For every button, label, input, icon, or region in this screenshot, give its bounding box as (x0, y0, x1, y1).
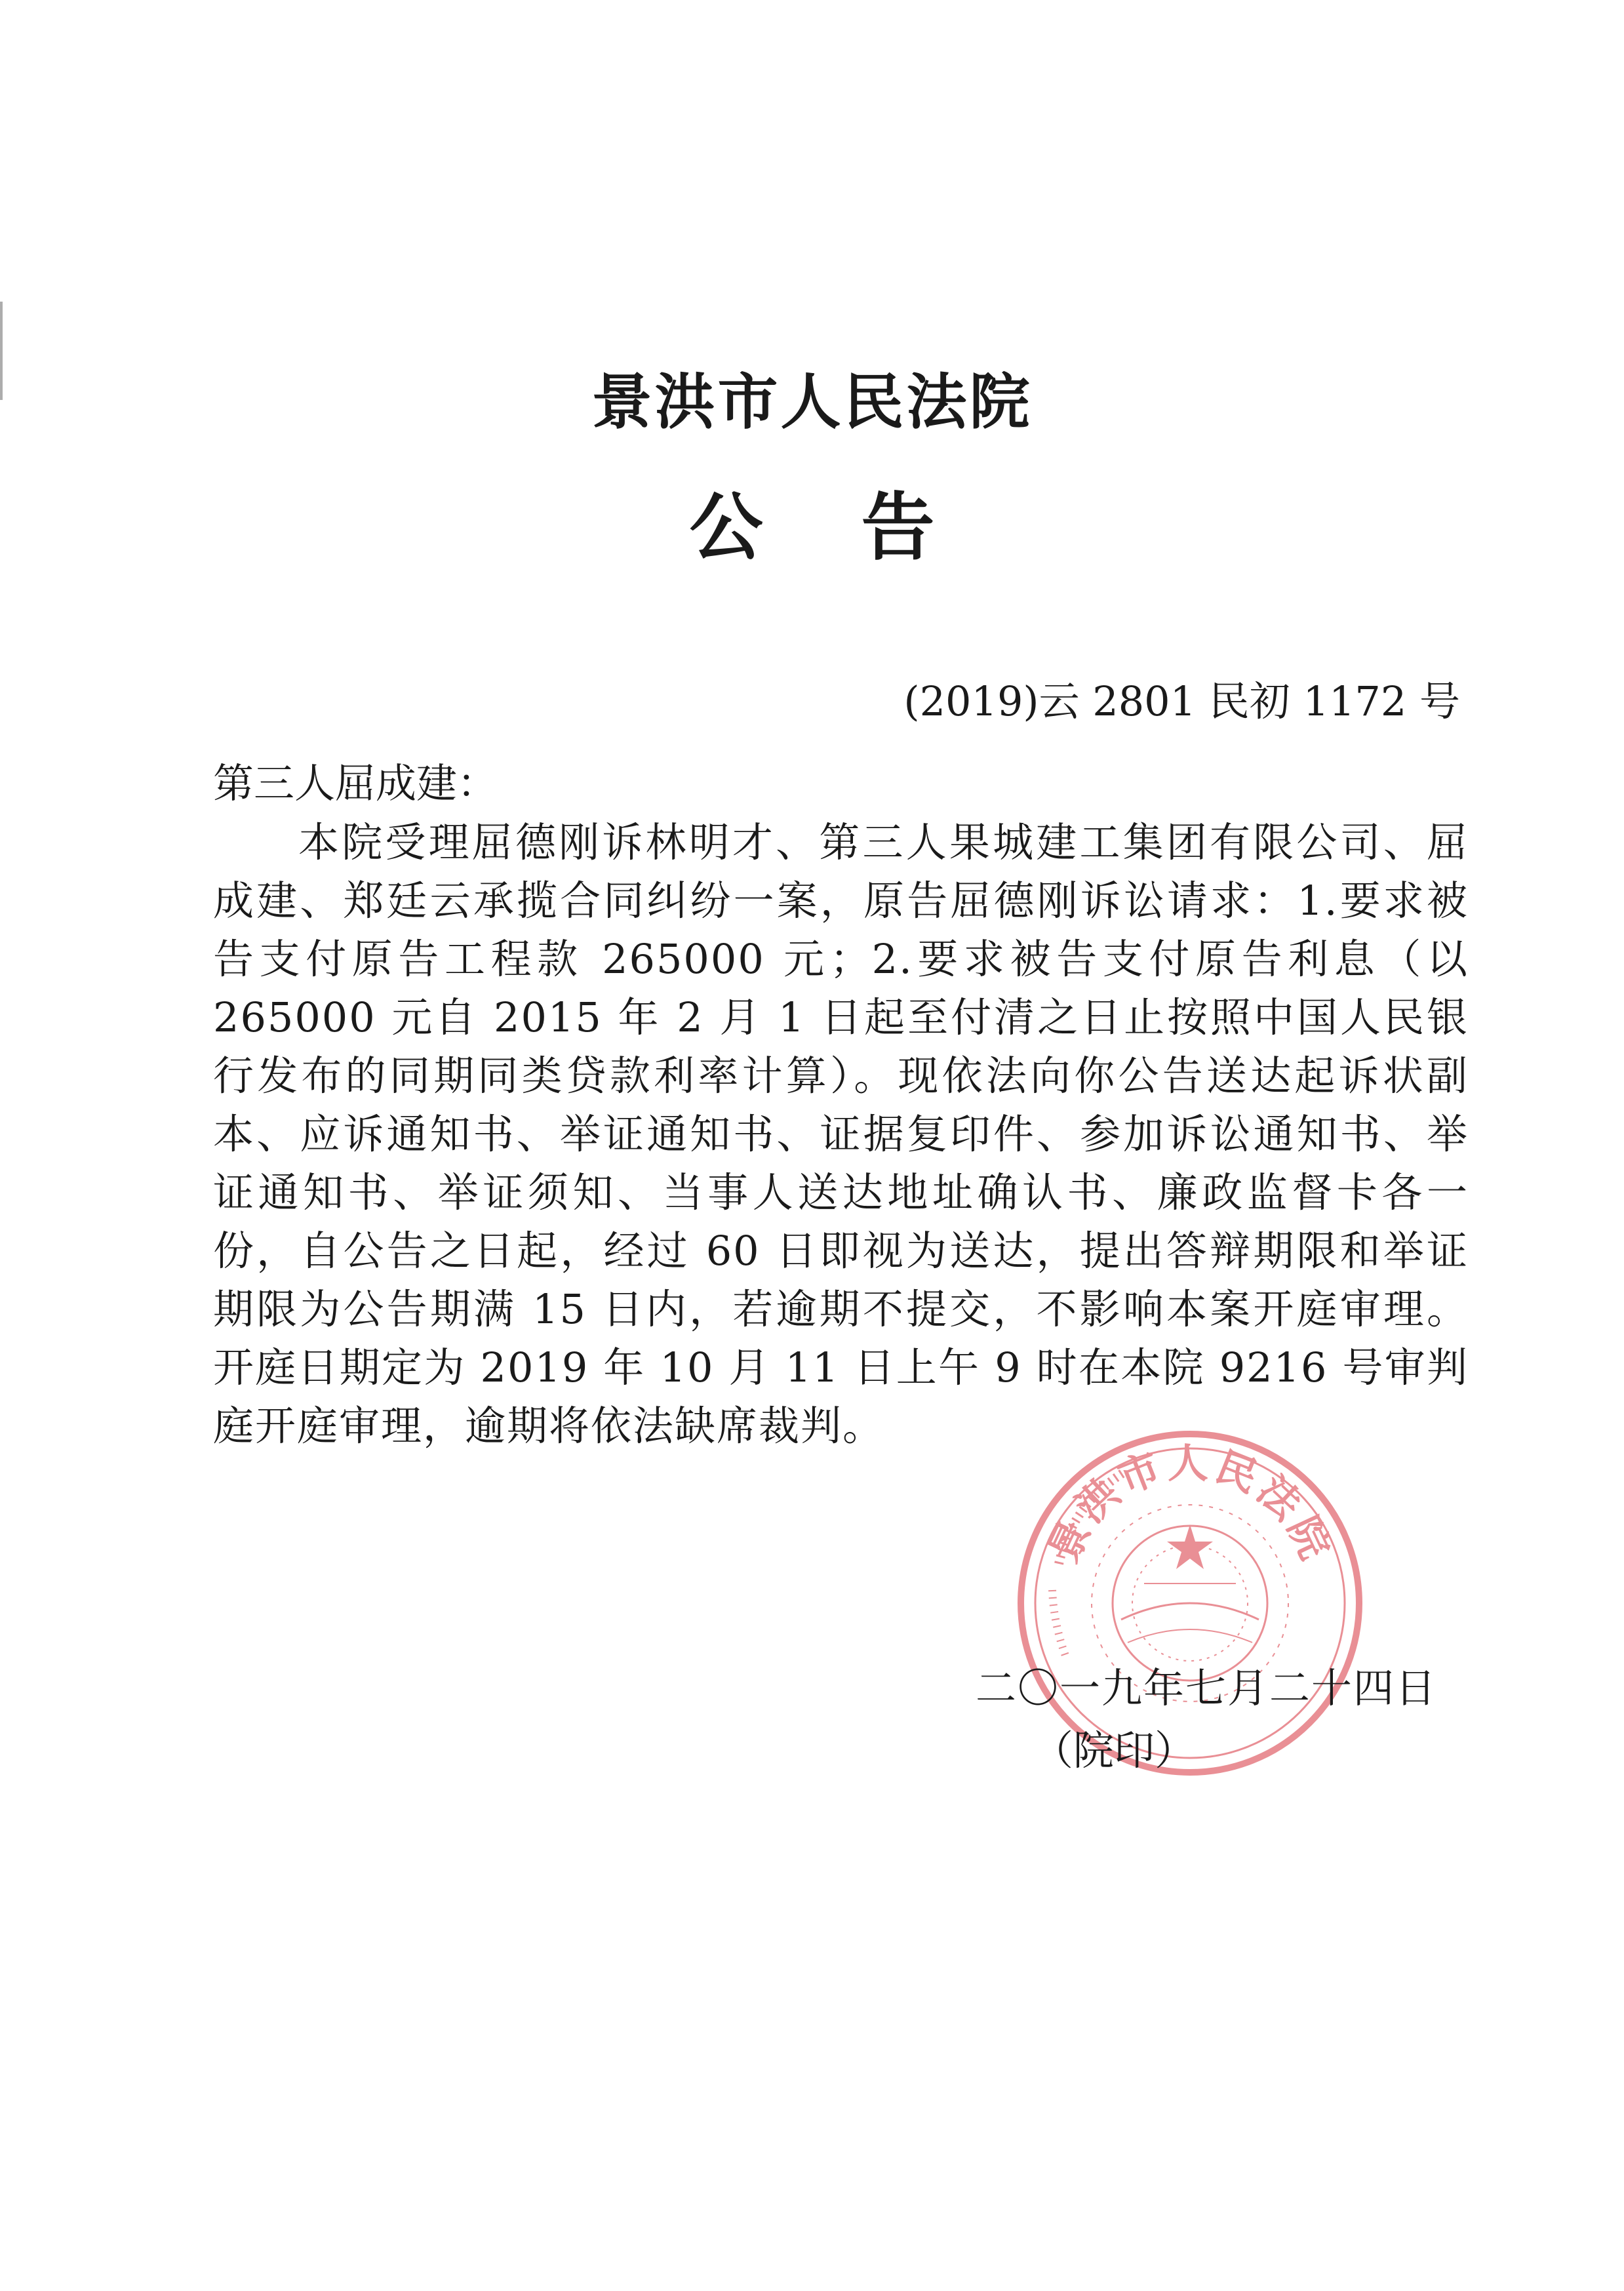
court-name-heading: 景洪市人民法院 (591, 367, 1033, 437)
signature-date: 二〇一九年七月二十四日 (975, 1664, 1437, 1712)
addressee-line: 第三人屈成建： (213, 759, 498, 807)
seal-text: 景洪市人民法院 (1039, 1439, 1341, 1570)
notice-body-paragraph: 本院受理屈德刚诉林明才、第三人果城建工集团有限公司、屈成建、郑廷云承揽合同纠纷一案，原告屈德刚诉讼请求：1.要求被告支付原告工程款 265000 元；2.要求被告支付原告利息（以 265000 元自 2015 年 2 月 1 日起至付清之日止按照中国人民银行发布的同期同类贷款利率计算）。现依法向你公告送达起诉状副本、应诉通知书、举证通知书、证据复印件、参加诉讼通知书、举证通知书、举证须知、当事人送达地址确认书、廉政监督卡各一份，自公告之日起，经过 60 日即视为送达，提出答辩期限和举证期限为公告期满 15 日内，若逾期不提交，不影响本案开庭审理。开庭日期定为 2019 年 10 月 11 日上午 9 时在本院 9216 号审判庭开庭审理，逾期将依法缺席裁判。 (213, 818, 1469, 1450)
notice-title: 公告 (689, 485, 1033, 570)
seal-note: （院印） (1033, 1726, 1196, 1774)
case-number: (2019)云 2801 民初 1172 号 (903, 677, 1460, 725)
